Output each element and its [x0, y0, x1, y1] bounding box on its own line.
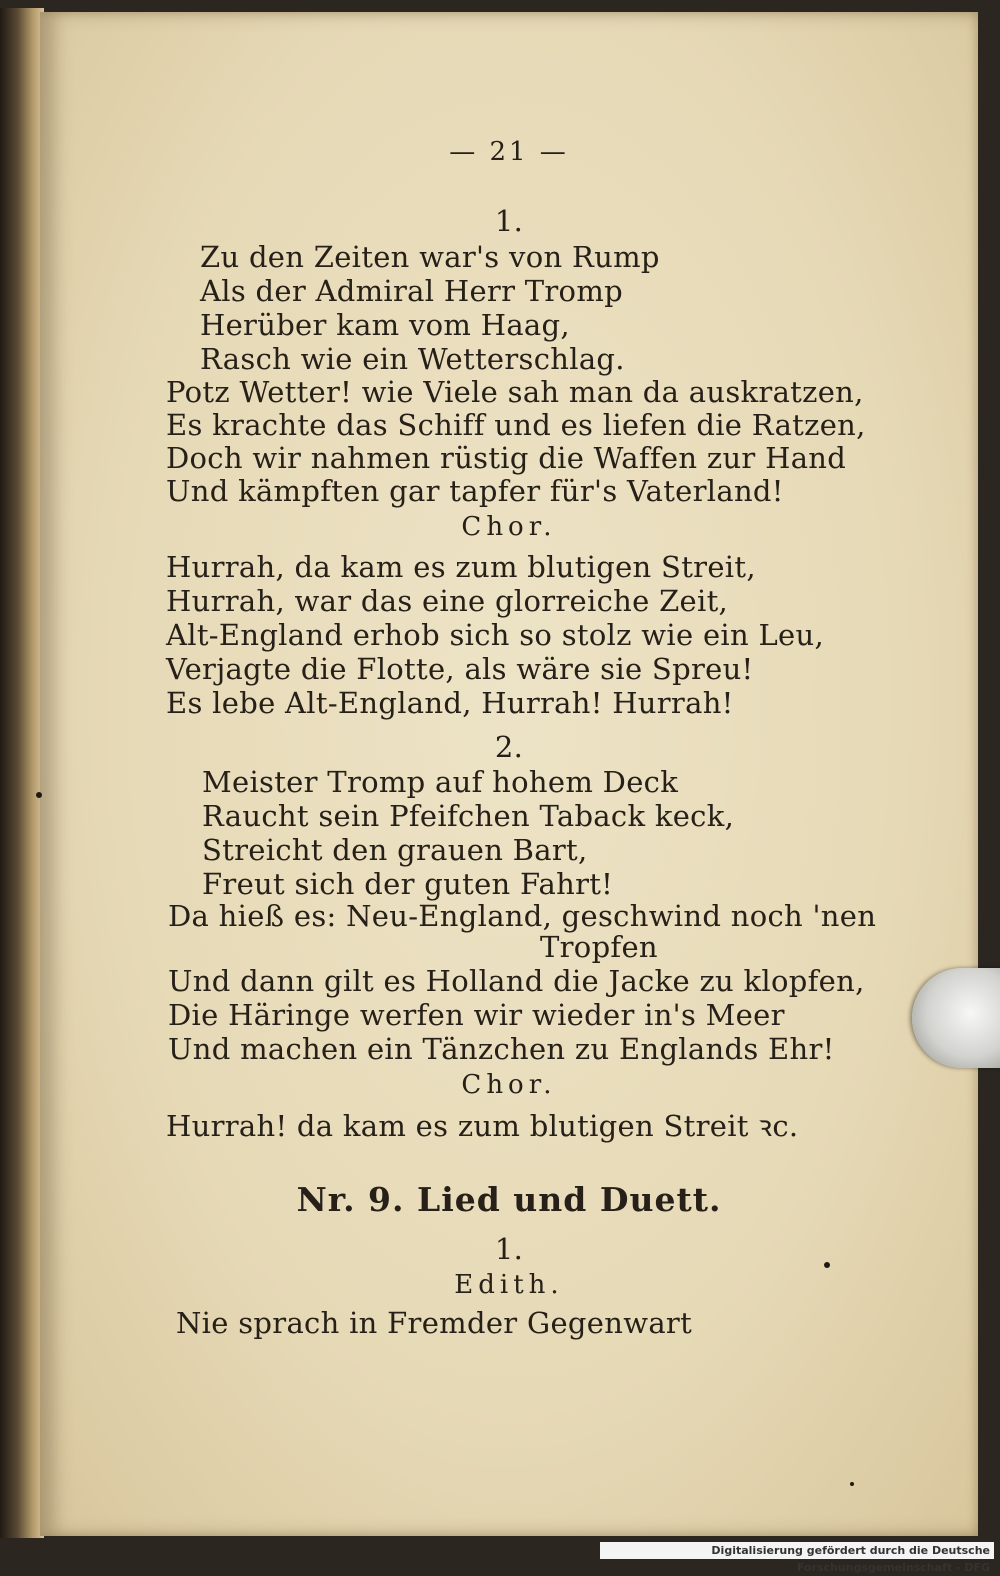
chorus-line: Hurrah! da kam es zum blutigen Streit ꝛc.: [166, 1109, 799, 1143]
verse-line: Herüber kam vom Haag,: [200, 308, 570, 342]
chorus-line: Hurrah, da kam es zum blutigen Streit,: [166, 550, 756, 584]
book-page: [40, 12, 978, 1536]
speaker-name: Edith.: [454, 1270, 564, 1300]
verse-line: Potz Wetter! wie Viele sah man da auskratzen,: [166, 375, 864, 409]
ink-spot: [850, 1482, 854, 1486]
ink-spot: [824, 1262, 830, 1268]
verse-line: Nie sprach in Fremder Gegenwart: [176, 1306, 693, 1340]
chorus-heading: Chor.: [461, 1070, 557, 1100]
verse-number: 2.: [494, 730, 524, 764]
verse-line: Als der Admiral Herr Tromp: [200, 274, 623, 308]
verse-line: Da hieß es: Neu-England, geschwind noch 'nen: [168, 899, 877, 933]
verse-line: Streicht den grauen Bart,: [202, 833, 588, 867]
section-title: Nr. 9. Lied und Duett.: [296, 1180, 722, 1219]
verse-line: Freut sich der guten Fahrt!: [202, 867, 614, 901]
ink-spot: [36, 792, 42, 798]
chorus-line: Verjagte die Flotte, als wäre sie Spreu!: [166, 652, 754, 686]
verse-line: Es krachte das Schiff und es liefen die Ratzen,: [166, 408, 866, 442]
verse-line: Zu den Zeiten war's von Rump: [200, 240, 660, 274]
verse-line: Und machen ein Tänzchen zu Englands Ehr!: [168, 1032, 835, 1066]
verse-line: Und dann gilt es Holland die Jacke zu klopfen,: [168, 964, 865, 998]
page-number: — 21 —: [449, 137, 569, 167]
verse-line: Und kämpften gar tapfer für's Vaterland!: [166, 474, 784, 508]
chorus-heading: Chor.: [461, 512, 557, 542]
chorus-line: Es lebe Alt-England, Hurrah! Hurrah!: [166, 686, 734, 720]
chorus-line: Hurrah, war das eine glorreiche Zeit,: [166, 584, 729, 618]
verse-line: Die Häringe werfen wir wieder in's Meer: [168, 998, 785, 1032]
verse-line: Rasch wie ein Wetterschlag.: [200, 342, 625, 376]
chorus-line: Alt-England erhob sich so stolz wie ein Leu,: [166, 618, 824, 652]
book-spine-edge: [0, 8, 44, 1538]
verse-number: 1.: [494, 204, 524, 238]
verse-line: Tropfen: [540, 930, 658, 964]
dfg-credit-footer: Digitalisierung gefördert durch die Deutsche Forschungsgemeinschaft - DFG: [600, 1542, 994, 1559]
verse-line: Doch wir nahmen rüstig die Waffen zur Hand: [166, 441, 847, 475]
verse-line: Meister Tromp auf hohem Deck: [202, 765, 679, 799]
verse-line: Raucht sein Pfeifchen Taback keck,: [202, 799, 735, 833]
section-number: 1.: [494, 1232, 524, 1266]
